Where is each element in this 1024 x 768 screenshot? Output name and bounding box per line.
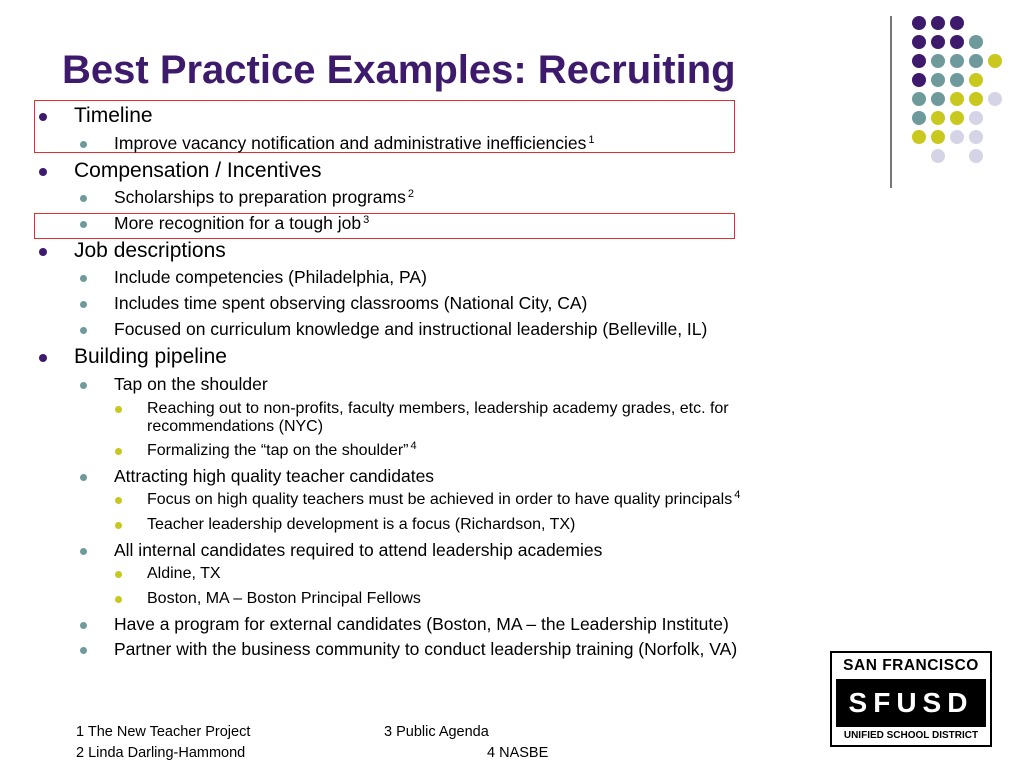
decor-dot (912, 16, 926, 30)
sub-bullet: Focused on curriculum knowledge and instructional leadership (Belleville, IL) (114, 319, 708, 339)
decor-dot (950, 111, 964, 125)
sub-bullet: All internal candidates required to attend leadership academies (114, 540, 603, 560)
decor-dot (969, 111, 983, 125)
decor-dot (988, 92, 1002, 106)
sub-bullet: Include competencies (Philadelphia, PA) (114, 267, 427, 287)
footnote-2: 2 Linda Darling-Hammond (76, 745, 246, 761)
decor-dot (969, 92, 983, 106)
bullet-job-descriptions: Job descriptions (74, 239, 226, 262)
sub-bullet: Improve vacancy notification and administrative inefficiencies $^1$ (114, 133, 595, 153)
footnote-4: 4 NASBE (487, 745, 549, 761)
bullet-marker (115, 522, 122, 529)
decor-dot (950, 16, 964, 30)
bullet-marker (80, 195, 87, 202)
decor-dot (969, 54, 983, 68)
decor-dot (912, 54, 926, 68)
bullet-marker (115, 497, 122, 504)
decor-dot (912, 111, 926, 125)
bullet-marker (115, 406, 122, 413)
sub-sub-bullet: Boston, MA – Boston Principal Fellows (147, 590, 421, 607)
decor-dot (969, 35, 983, 49)
sub-sub-bullet: Formalizing the “tap on the shoulder” $^4$ (147, 440, 417, 459)
bullet-timeline: Timeline (74, 104, 153, 127)
bullet-marker (80, 327, 87, 334)
sub-bullet: More recognition for a tough job $^3$ (114, 213, 370, 233)
decor-dot (931, 111, 945, 125)
bullet-compensation: Compensation / Incentives (74, 159, 322, 182)
logo-top-text: SAN FRANCISCO (843, 657, 979, 674)
sub-sub-bullet-continuation: recommendations (NYC) (147, 418, 324, 435)
bullet-marker (80, 141, 87, 148)
bullet-marker (115, 596, 122, 603)
sub-sub-bullet: Focus on high quality teachers must be achieved in order to have quality principals $^4$ (147, 489, 741, 508)
sub-sub-bullet: Aldine, TX (147, 565, 221, 582)
decor-dot (950, 92, 964, 106)
sfusd-logo (830, 651, 992, 747)
footnote-1: 1 The New Teacher Project (76, 724, 251, 740)
logo-middle-text: SFUSD (836, 679, 986, 727)
decor-dot (912, 130, 926, 144)
decor-dot (912, 92, 926, 106)
bullet-marker (80, 301, 87, 308)
decor-dot (931, 54, 945, 68)
decor-dot (950, 73, 964, 87)
decor-dot (912, 35, 926, 49)
decor-dot (931, 16, 945, 30)
decor-dot (988, 54, 1002, 68)
decor-dot (912, 73, 926, 87)
decor-dot (931, 130, 945, 144)
bullet-marker (115, 448, 122, 455)
bullet-marker (39, 168, 47, 176)
decor-dot (950, 130, 964, 144)
logo-bottom-text: UNIFIED SCHOOL DISTRICT (843, 730, 979, 741)
bullet-building-pipeline: Building pipeline (74, 345, 227, 368)
bullet-marker (39, 354, 47, 362)
sub-bullet: Have a program for external candidates (Boston, MA – the Leadership Institute) (114, 614, 729, 634)
decor-dot (931, 92, 945, 106)
bullet-marker (39, 248, 47, 256)
sub-bullet: Partner with the business community to conduct leadership training (Norfolk, VA) (114, 639, 738, 659)
sub-bullet: Includes time spent observing classrooms (National City, CA) (114, 293, 588, 313)
decor-dot (950, 35, 964, 49)
slide-title: Best Practice Examples: Recruiting (62, 48, 736, 92)
sub-bullet: Scholarships to preparation programs $^2$ (114, 187, 414, 207)
sub-sub-bullet: Reaching out to non-profits, faculty members, leadership academy grades, etc. for (147, 400, 729, 417)
footnote-3: 3 Public Agenda (384, 724, 489, 740)
bullet-marker (115, 571, 122, 578)
bullet-marker (80, 548, 87, 555)
decor-dot (969, 130, 983, 144)
bullet-marker (80, 221, 87, 228)
sub-sub-bullet: Teacher leadership development is a focus (Richardson, TX) (147, 516, 576, 533)
sub-bullet: Attracting high quality teacher candidates (114, 466, 435, 486)
bullet-marker (80, 275, 87, 282)
bullet-marker (80, 622, 87, 629)
decor-dot (931, 35, 945, 49)
bullet-marker (80, 647, 87, 654)
decor-dot (931, 73, 945, 87)
decor-dot (931, 149, 945, 163)
decor-dot (969, 73, 983, 87)
decor-dot (969, 149, 983, 163)
bullet-marker (80, 382, 87, 389)
sub-bullet: Tap on the shoulder (114, 374, 268, 394)
bullet-marker (80, 474, 87, 481)
bullet-marker (39, 113, 47, 121)
decor-dot (950, 54, 964, 68)
